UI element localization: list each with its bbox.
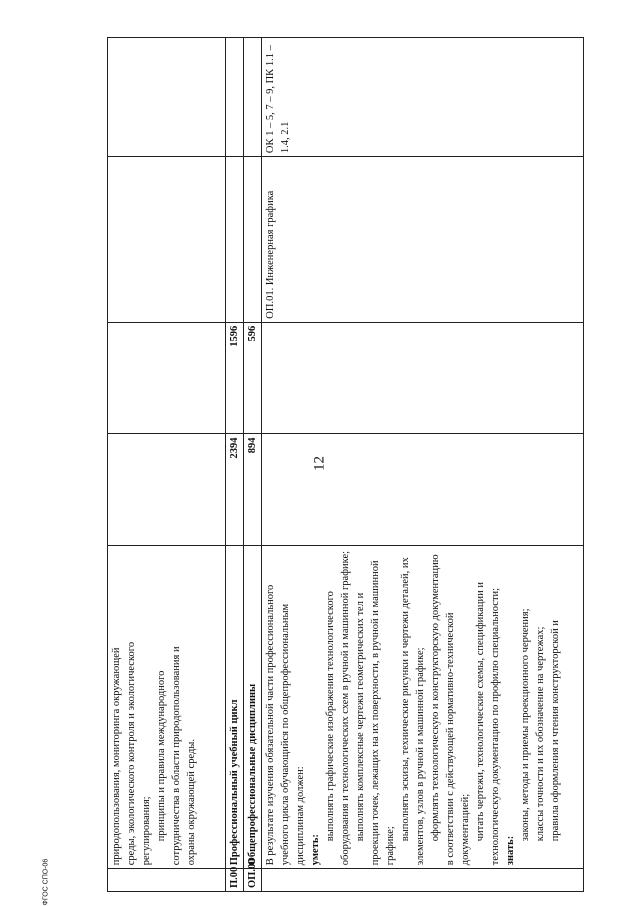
standard-table [107, 37, 612, 892]
intro-text: В результате изучения обязательной части профессионального учебного цикла обучающийся по общепрофессиональным дисциплинам должен: [265, 584, 306, 866]
text-line: природопользования, мониторинга окружающей [111, 647, 122, 866]
table-row [244, 38, 262, 892]
knowledge-item: правила оформления и чтения конструкторской и [550, 620, 561, 842]
max-hours-cell [262, 434, 584, 546]
page-number: 12 [311, 456, 328, 471]
text-line: сотрудничества в области природопользования и [171, 646, 182, 866]
discipline-cell [108, 157, 226, 323]
text-line: принципы и правила международного [156, 670, 167, 842]
knowledge-item: законы, методы и приемы проекционного черчения; [520, 608, 531, 842]
max-hours: 2394 [226, 434, 244, 546]
skill-item: читать чертежи, технологические схемы, спецификации и технологическую документацию по профилю специальности; [475, 582, 501, 866]
footer [36, 858, 56, 906]
text-line: охраны окружающей среды. [186, 739, 197, 866]
section-title: Общепрофессиональные дисциплины [244, 546, 262, 869]
discipline-cell [244, 157, 262, 323]
content-cell [262, 546, 584, 869]
competence-cell [226, 38, 244, 157]
aud-hours-cell [262, 322, 584, 434]
skill-item: выполнять комплексные чертежи геометрических тел и проекции точек, лежащих на их поверхности, в ручной и машинной графике; [355, 560, 396, 866]
max-hours-cell [108, 434, 226, 546]
discipline-cell [226, 157, 244, 323]
table-row [226, 38, 244, 892]
aud-hours-cell [108, 322, 226, 434]
section-title: Профессиональный учебный цикл [226, 546, 244, 869]
competence-codes: ОК 1 – 5, 7 – 9, ПК 1.1 – 1.4, 2.1 [262, 38, 584, 157]
umet-heading: уметь: [310, 834, 321, 866]
skill-item: оформлять технологическую и конструкторскую документацию в соответствии с действующей нормативно-технической документацией; [430, 554, 471, 866]
footer-text: ФГОС СПО-06 [42, 858, 50, 906]
table-row [108, 38, 226, 892]
section-code: П.00 [226, 869, 244, 892]
code-cell [108, 869, 226, 892]
skill-item: выполнять эскизы, технические рисунки и чертежи деталей, их элементов, узлов в ручной и машинной графике; [400, 557, 426, 866]
text-line: среды, экологического контроля и экологического [126, 641, 137, 866]
section-code: ОП.00 [244, 869, 262, 892]
text-line: регулирования; [141, 796, 152, 866]
discipline-name: ОП.01. Инженерная графика [262, 157, 584, 323]
aud-hours: 1596 [226, 322, 244, 434]
competence-cell [244, 38, 262, 157]
skill-item: выполнять графические изображения технологического оборудования и технологических схем в ручной и машинной графике; [325, 550, 351, 866]
code-cell [262, 869, 584, 892]
table-row [262, 38, 584, 892]
content-cell [108, 546, 226, 869]
competence-cell [108, 38, 226, 157]
znat-heading: знать: [505, 835, 516, 866]
max-hours: 894 [244, 434, 262, 546]
standard-table-container [107, 37, 612, 892]
aud-hours: 596 [244, 322, 262, 434]
knowledge-item: классы точности и их обозначение на чертежах; [535, 626, 546, 842]
